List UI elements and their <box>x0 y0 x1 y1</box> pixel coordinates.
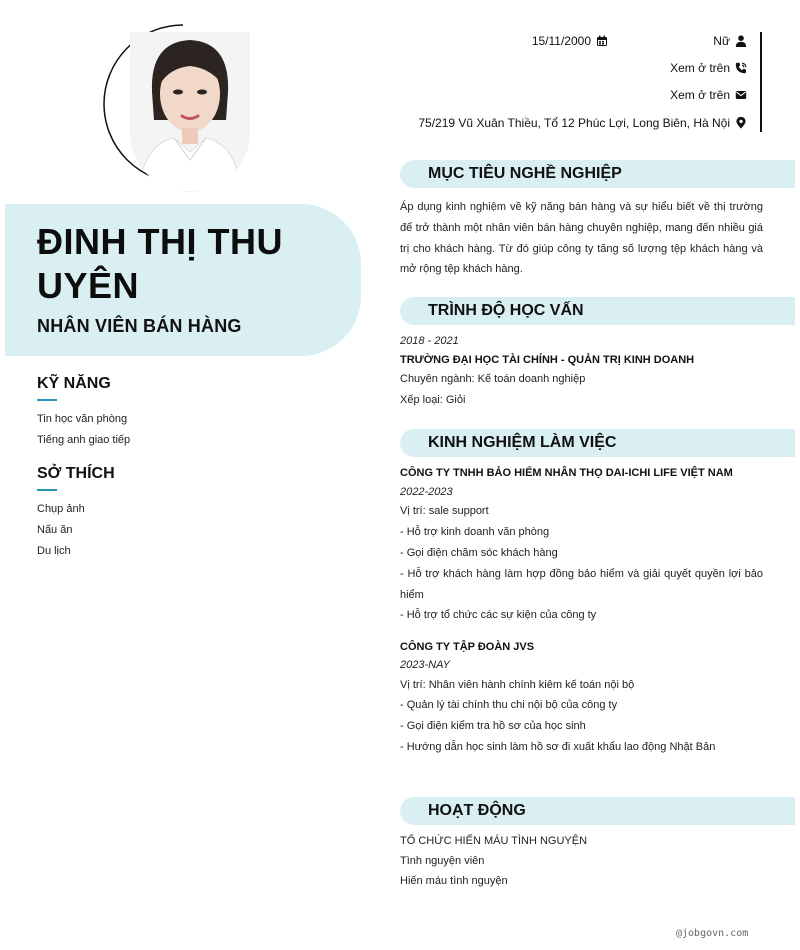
hobbies-heading: SỞ THÍCH <box>37 465 115 482</box>
email-text: Xem ở trên <box>670 88 730 102</box>
job-company: CÔNG TY TẬP ĐOÀN JVS <box>400 641 535 653</box>
person-icon <box>735 35 747 47</box>
profile-photo-frame <box>103 24 263 184</box>
job-line: - Gọi điện kiểm tra hồ sơ của học sinh <box>400 720 586 732</box>
skills-section <box>37 375 130 451</box>
job-line: - Quản lý tài chính thu chi nội bộ của công ty <box>400 699 618 711</box>
education-school: TRƯỜNG ĐẠI HỌC TÀI CHÍNH - QUẢN TRỊ KINH DOANH <box>400 354 695 366</box>
name-banner <box>5 204 361 356</box>
address-row <box>418 116 747 130</box>
hobby-item: Chụp ảnh <box>37 503 85 515</box>
job-line: Vị trí: Nhân viên hành chính kiêm kế toán nội bộ <box>400 679 635 691</box>
job-line: - Gọi điện chăm sóc khách hàng <box>400 547 558 559</box>
experience-heading-text: KINH NGHIỆM LÀM VIỆC <box>428 434 617 451</box>
phone-icon <box>735 62 747 74</box>
phone-row <box>670 61 747 75</box>
address-text: 75/219 Vũ Xuân Thiều, Tổ 12 Phúc Lợi, Long Biên, Hà Nội <box>418 116 730 130</box>
education-heading-text: TRÌNH ĐỘ HỌC VẤN <box>428 302 584 319</box>
activity-item: TỔ CHỨC HIẾN MÁU TÌNH NGUYỆN <box>400 835 588 847</box>
job-line: - Hỗ trợ khách hàng làm hợp đồng bảo hiểm và giải quyết quyền lợi bảo hiểm <box>400 568 763 601</box>
skill-item: Tiếng anh giao tiếp <box>37 434 131 446</box>
hobbies-section <box>37 465 115 562</box>
skill-item: Tin học văn phòng <box>37 413 128 425</box>
job-period: 2023-NAY <box>400 659 450 671</box>
education-heading <box>400 297 795 325</box>
objective-heading <box>400 160 795 188</box>
hobby-item: Du lịch <box>37 545 71 557</box>
birthday-text: 15/11/2000 <box>531 34 591 48</box>
education-period: 2018 - 2021 <box>400 335 459 347</box>
job-period: 2022-2023 <box>400 486 453 498</box>
job-line: - Hỗ trợ kinh doanh văn phòng <box>400 526 550 538</box>
job-line: - Hỗ trợ tổ chức các sự kiện của công ty <box>400 609 597 621</box>
location-icon <box>735 117 747 129</box>
education-major: Chuyên ngành: Kế toán doanh nghiệp <box>400 373 586 385</box>
activities-heading <box>400 797 795 825</box>
activity-item: Tình nguyện viên <box>400 855 485 867</box>
objective-heading-text: MỤC TIÊU NGHỀ NGHIỆP <box>428 165 622 182</box>
profile-photo <box>130 32 250 192</box>
gender-text: Nữ <box>713 34 730 48</box>
activities-heading-text: HOẠT ĐỘNG <box>428 802 526 819</box>
job-line: Vị trí: sale support <box>400 505 489 517</box>
job-title: NHÂN VIÊN BÁN HÀNG <box>37 316 242 336</box>
activity-item: Hiến máu tình nguyện <box>400 875 508 887</box>
skills-underline <box>37 399 57 401</box>
hobbies-underline <box>37 489 57 491</box>
phone-text: Xem ở trên <box>670 61 730 75</box>
experience-heading <box>400 429 795 457</box>
hobby-item: Nấu ăn <box>37 524 73 536</box>
job-line: - Hướng dẫn học sinh làm hồ sơ đi xuất khẩu lao động Nhật Bản <box>400 741 716 753</box>
job-company: CÔNG TY TNHH BẢO HIỂM NHÂN THỌ DAI-ICHI LIFE VIỆT NAM <box>400 467 733 479</box>
birthday-row <box>532 34 608 48</box>
education-grade: Xếp loại: Giỏi <box>400 394 466 406</box>
skills-heading: KỸ NĂNG <box>37 375 111 392</box>
watermark: @jobgovn.com <box>676 928 749 939</box>
email-icon <box>735 89 747 101</box>
full-name: ĐINH THỊ THU UYÊN <box>37 221 283 306</box>
objective-text: Áp dụng kinh nghiệm về kỹ năng bán hàng và sự hiểu biết về thị trường để trở thành một nhân viên bán hàng chuyên nghiệp, mang đến nhiều giá trị cho khách hàng. Từ đó giúp công ty tăng số lượng tệp khách hàng và mở rộng tệp khách hàng. <box>400 201 763 276</box>
gender-row <box>713 34 747 48</box>
calendar-icon <box>596 35 608 47</box>
contact-divider <box>760 32 762 132</box>
email-row <box>670 88 747 102</box>
